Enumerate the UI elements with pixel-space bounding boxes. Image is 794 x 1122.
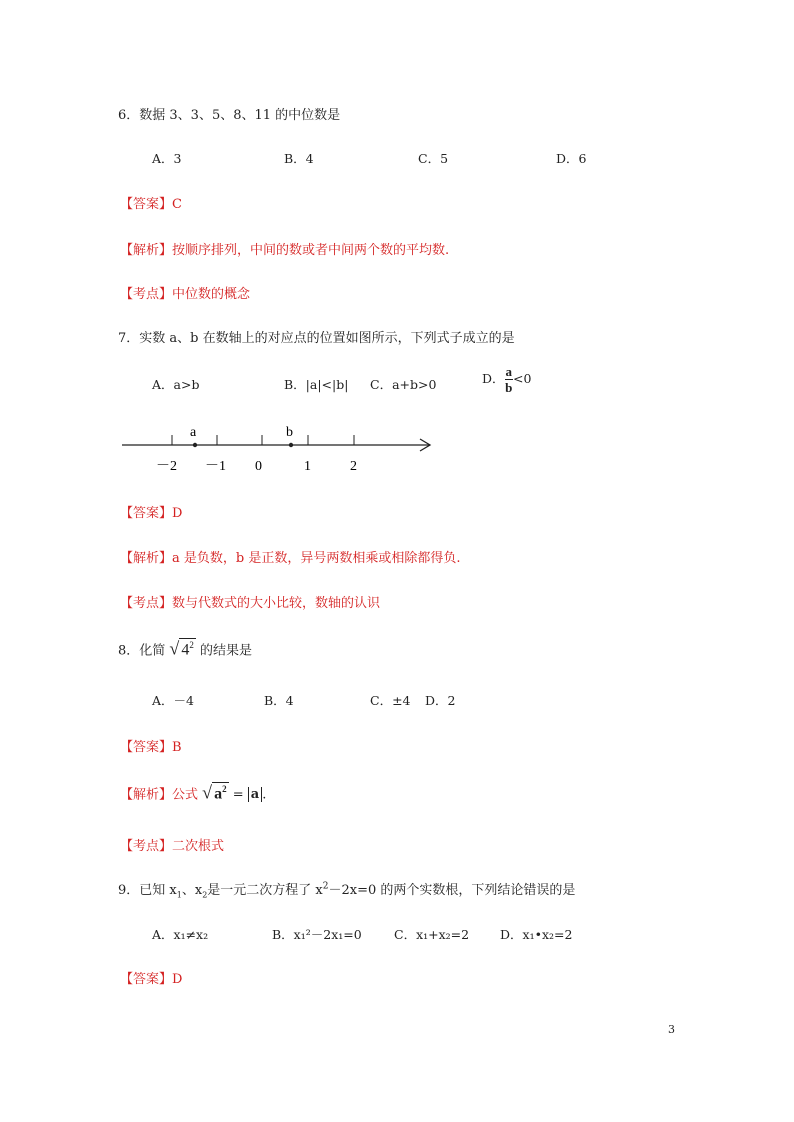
q7-analysis — [120, 547, 461, 566]
point-text: 数与代数式的大小比较，数轴的认识 — [172, 596, 381, 611]
radicand — [179, 638, 196, 659]
formula-absolute-value: a — [248, 787, 262, 802]
q8-option-d: D．2 — [425, 693, 456, 708]
q9-option-d: D．x₁•x₂=2 — [500, 927, 573, 942]
formula-radicand-base: a — [214, 785, 223, 803]
analysis-text: 按顺序排列，中间的数或者中间两个数的平均数. — [172, 243, 450, 258]
point-text: 中位数的概念 — [172, 287, 251, 302]
point-b-label: b — [286, 425, 293, 440]
q8-point — [120, 835, 224, 854]
subscript-2: 2 — [202, 890, 208, 900]
q8-analysis — [120, 782, 266, 803]
radical-sign: √ — [202, 782, 213, 803]
radicand-base: 4 — [181, 641, 190, 659]
q7-point — [120, 592, 380, 611]
q6-option-a: A．3 — [152, 151, 182, 166]
formula-equals: = — [232, 787, 244, 803]
q6-answer — [120, 193, 182, 212]
tick-label-1: 1 — [304, 459, 311, 474]
point-label: 【考点】 — [120, 287, 173, 302]
point-b — [289, 443, 293, 447]
answer-label: 【答案】 — [120, 506, 173, 521]
q8-option-a: A．－4 — [152, 693, 194, 708]
q9-option-a: A．x₁≠x₂ — [152, 927, 209, 942]
answer-value: D — [172, 972, 183, 987]
point-a — [193, 443, 197, 447]
page-number: 3 — [668, 1023, 675, 1036]
q8-option-c: C．±4 — [370, 693, 411, 708]
formula-radicand — [212, 782, 229, 803]
answer-value: D — [172, 506, 183, 521]
q7-option-c: C．a+b>0 — [370, 377, 437, 392]
tick-label-2: 2 — [350, 459, 357, 474]
fraction-denominator: b — [505, 380, 513, 395]
option-d-label: D． — [482, 371, 505, 386]
q9-stem-mid1: 、x — [181, 883, 203, 898]
point-label: 【考点】 — [120, 839, 173, 854]
q6-option-c: C．5 — [418, 151, 449, 166]
formula-exponent: 2 — [222, 784, 227, 794]
tick-label-0: 0 — [255, 459, 262, 474]
q9-option-c: C．x₁+x₂=2 — [394, 927, 470, 942]
q8-stem-suffix: 的结果是 — [199, 643, 252, 659]
q6-stem: 6．数据 3、3、5、8、11 的中位数是 — [118, 108, 341, 123]
q9-stem-tail: －2x=0 的两个实数根，下列结论错误的是 — [328, 883, 576, 898]
q8-option-b: B．4 — [264, 693, 294, 708]
answer-label: 【答案】 — [120, 972, 173, 987]
q7-answer — [120, 502, 182, 521]
option-d-tail: <0 — [513, 371, 532, 386]
q8-stem-prefix: 8．化简 — [118, 643, 166, 659]
point-a-label: a — [190, 425, 197, 440]
answer-value: C — [172, 197, 182, 212]
q8-answer — [120, 736, 182, 755]
analysis-prefix: 公式 — [172, 787, 199, 803]
q9-answer — [120, 968, 182, 987]
q7-option-d — [482, 365, 531, 394]
analysis-label: 【解析】 — [120, 243, 173, 258]
formula-period: . — [262, 787, 267, 803]
q7-option-b: B．|a|<|b| — [284, 377, 349, 392]
q9-stem-prefix: 9．已知 x — [118, 883, 177, 898]
fraction-numerator: a — [505, 364, 513, 379]
point-label: 【考点】 — [120, 596, 173, 611]
q9-stem — [118, 879, 575, 900]
analysis-text: a 是负数，b 是正数，异号两数相乘或相除都得负. — [172, 551, 461, 566]
analysis-label: 【解析】 — [120, 787, 173, 803]
radicand-exponent: 2 — [189, 640, 194, 650]
q8-stem — [118, 638, 252, 659]
answer-value: B — [172, 740, 182, 755]
q6-analysis — [120, 239, 449, 258]
sqrt-4-squared — [169, 638, 195, 659]
number-line-figure — [118, 418, 448, 482]
q6-option-d: D．6 — [556, 151, 587, 166]
tick-label-minus-2: －2 — [156, 459, 177, 474]
answer-label: 【答案】 — [120, 740, 173, 755]
superscript-2: 2 — [322, 881, 329, 892]
q7-option-a: A．a>b — [152, 377, 200, 392]
q9-option-b: B．x₁²－2x₁=0 — [272, 927, 362, 942]
fraction-a-over-b — [505, 365, 514, 394]
q9-stem-mid2: 是一元二次方程了 x — [207, 883, 323, 898]
point-text: 二次根式 — [172, 839, 225, 854]
answer-label: 【答案】 — [120, 197, 173, 212]
subscript-1: 1 — [176, 890, 182, 900]
tick-label-minus-1: －1 — [205, 459, 226, 474]
formula-sqrt — [202, 782, 228, 803]
q6-point — [120, 283, 250, 302]
analysis-label: 【解析】 — [120, 551, 173, 566]
q7-stem: 7．实数 a、b 在数轴上的对应点的位置如图所示，下列式子成立的是 — [118, 331, 515, 346]
radical-sign: √ — [169, 638, 180, 659]
q6-option-b: B．4 — [284, 151, 314, 166]
